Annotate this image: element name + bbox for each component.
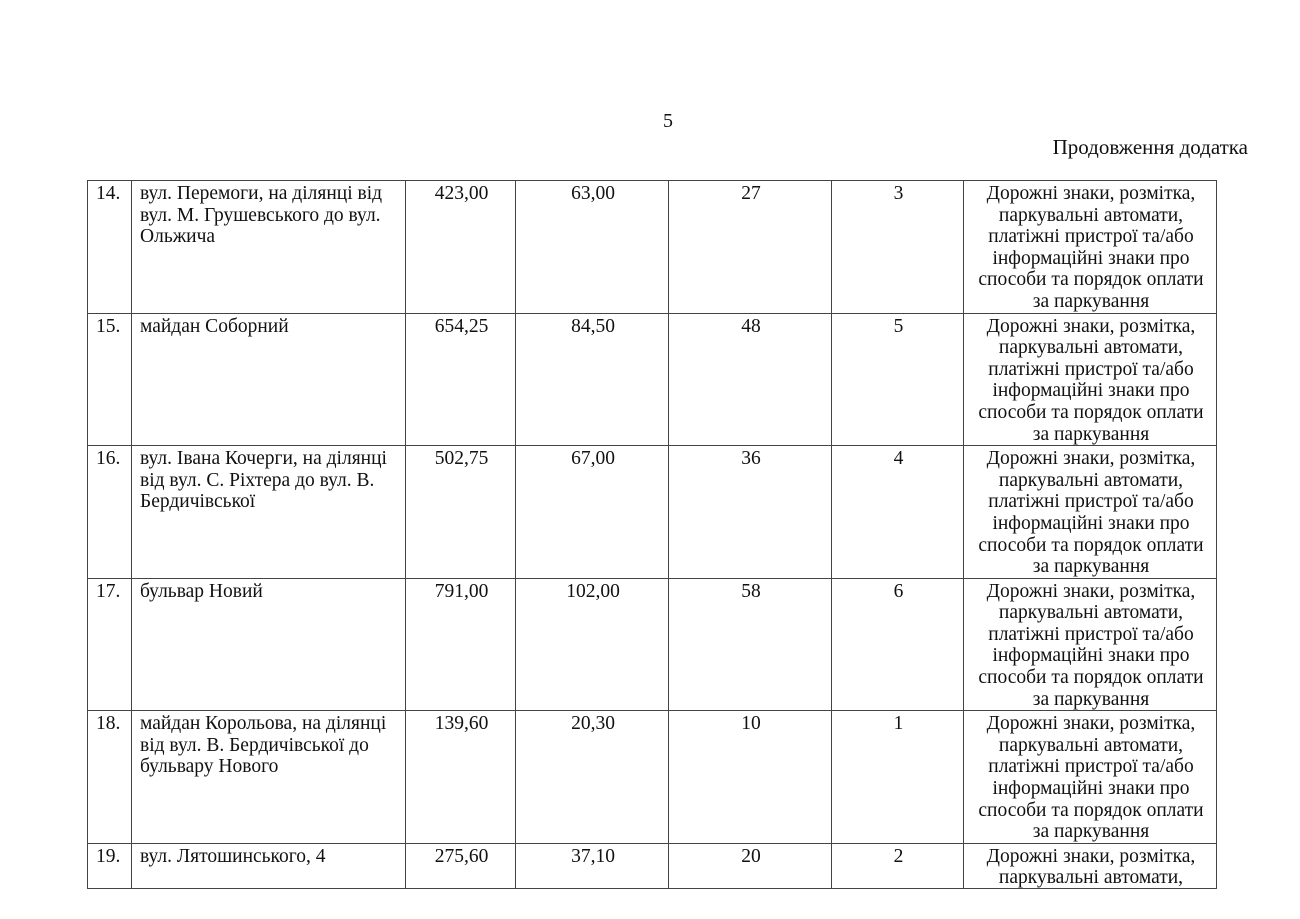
page-number: 5 <box>663 110 673 132</box>
continuation-label: Продовження додатка <box>1052 135 1248 159</box>
equipment-cell <box>964 446 1217 579</box>
value-cell-3: 10 <box>669 711 832 844</box>
equipment-cell <box>964 711 1217 844</box>
street-cell: вул. Перемоги, на ділянці від вул. М. Грушевського до вул. Ольжича <box>132 181 406 314</box>
value-cell-2: 20,30 <box>516 711 669 844</box>
row-number: 19. <box>88 843 132 888</box>
value-cell-1: 139,60 <box>406 711 516 844</box>
value-cell-1: 502,75 <box>406 446 516 579</box>
value-cell-3: 36 <box>669 446 832 579</box>
equipment-cell <box>964 181 1217 314</box>
street-cell: вул. Лятошинського, 4 <box>132 843 406 888</box>
equipment-cell <box>964 843 1217 888</box>
row-number: 16. <box>88 446 132 579</box>
table-row <box>88 843 1217 888</box>
equipment-text: Дорожні знаки, розмітка, паркувальні автомати, платіжні пристрої та/або інформаційні знаки про способи та порядок оплати за паркування <box>978 448 1204 578</box>
equipment-text: Дорожні знаки, розмітка, паркувальні автомати, платіжні пристрої та/або інформаційні знаки про способи та порядок оплати за паркування <box>978 713 1204 843</box>
value-cell-1: 791,00 <box>406 578 516 711</box>
parking-zones-table <box>87 180 1217 889</box>
value-cell-2: 37,10 <box>516 843 669 888</box>
table-row <box>88 446 1217 579</box>
value-cell-2: 102,00 <box>516 578 669 711</box>
value-cell-1: 654,25 <box>406 313 516 446</box>
equipment-cell <box>964 313 1217 446</box>
value-cell-3: 20 <box>669 843 832 888</box>
table-row <box>88 181 1217 314</box>
value-cell-4: 4 <box>832 446 964 579</box>
equipment-text: Дорожні знаки, розмітка, паркувальні автомати, платіжні пристрої та/або інформаційні знаки про способи та порядок оплати за паркування <box>978 315 1204 445</box>
table-row <box>88 313 1217 446</box>
value-cell-3: 48 <box>669 313 832 446</box>
row-number: 15. <box>88 313 132 446</box>
value-cell-2: 84,50 <box>516 313 669 446</box>
street-cell: майдан Соборний <box>132 313 406 446</box>
row-number: 14. <box>88 181 132 314</box>
value-cell-1: 275,60 <box>406 843 516 888</box>
value-cell-4: 3 <box>832 181 964 314</box>
equipment-text: Дорожні знаки, розмітка, паркувальні автомати, <box>986 845 1196 888</box>
table-row <box>88 578 1217 711</box>
value-cell-4: 2 <box>832 843 964 888</box>
equipment-cell <box>964 578 1217 711</box>
value-cell-1: 423,00 <box>406 181 516 314</box>
value-cell-3: 27 <box>669 181 832 314</box>
value-cell-3: 58 <box>669 578 832 711</box>
street-cell: вул. Івана Кочерги, на ділянці від вул. С. Ріхтера до вул. В. Бердичівської <box>132 446 406 579</box>
street-cell: майдан Корольова, на ділянці від вул. В. Бердичівської до бульвару Нового <box>132 711 406 844</box>
row-number: 18. <box>88 711 132 844</box>
equipment-text: Дорожні знаки, розмітка, паркувальні автомати, платіжні пристрої та/або інформаційні знаки про способи та порядок оплати за паркування <box>978 183 1204 312</box>
equipment-text: Дорожні знаки, розмітка, паркувальні автомати, платіжні пристрої та/або інформаційні знаки про способи та порядок оплати за паркування <box>978 580 1204 710</box>
street-cell: бульвар Новий <box>132 578 406 711</box>
table-row <box>88 711 1217 844</box>
value-cell-2: 67,00 <box>516 446 669 579</box>
value-cell-2: 63,00 <box>516 181 669 314</box>
value-cell-4: 6 <box>832 578 964 711</box>
value-cell-4: 1 <box>832 711 964 844</box>
value-cell-4: 5 <box>832 313 964 446</box>
row-number: 17. <box>88 578 132 711</box>
